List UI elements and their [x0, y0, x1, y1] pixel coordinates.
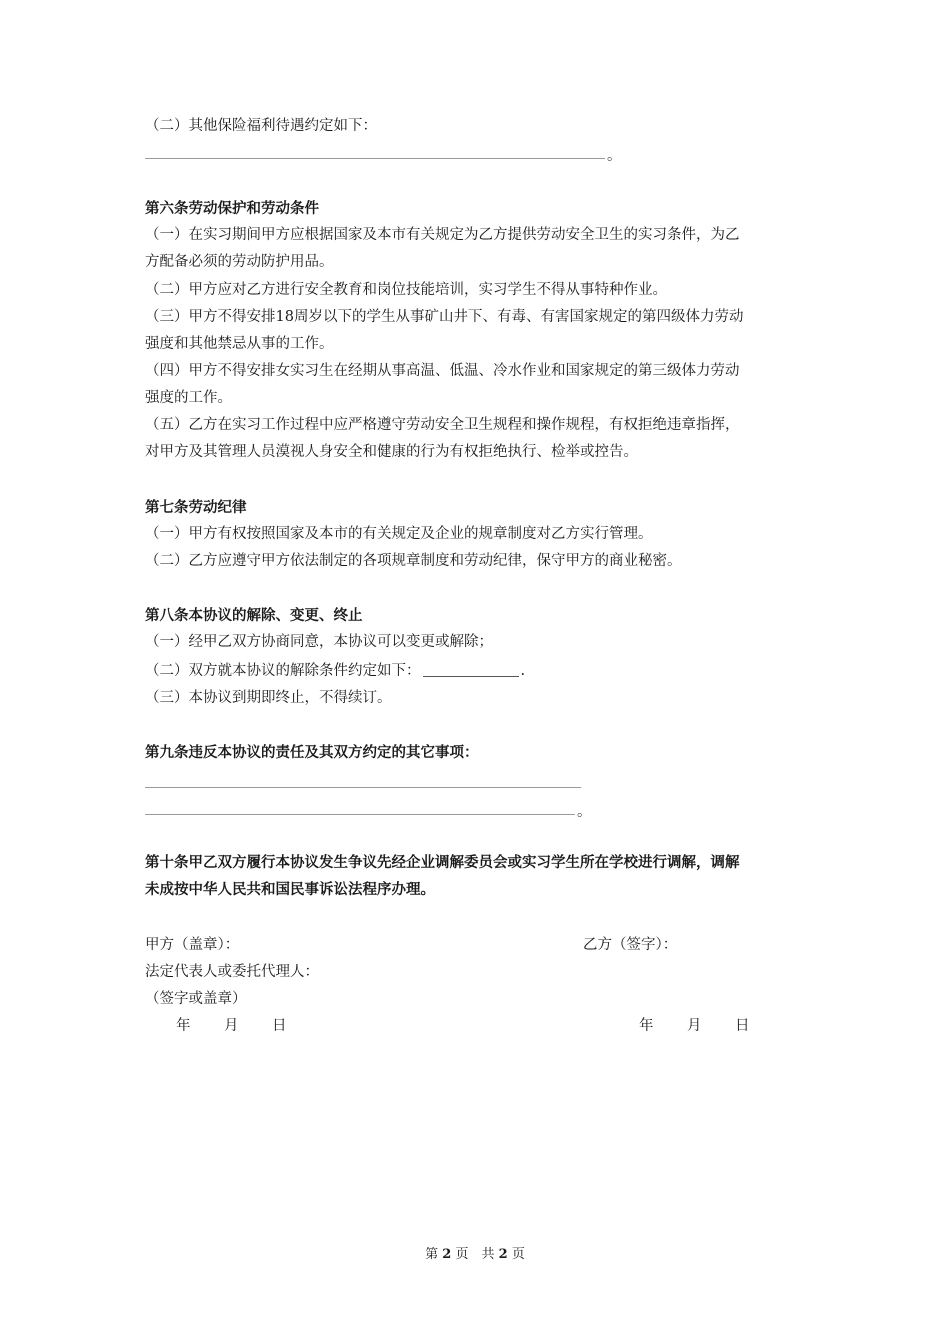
clause-10-line-a: 第十条甲乙双方履行本协议发生争议先经企业调解委员会或实习学生所在学校进行调解，调解	[145, 854, 740, 871]
footer-total-pages: 2	[498, 1247, 508, 1262]
clause-6-item-4b: 强度的工作。	[145, 390, 232, 406]
sign-or-seal-label: （签字或盖章）	[145, 991, 247, 1007]
party-a-year: 年	[176, 1018, 191, 1034]
party-b-sign-label: 乙方（签字）：	[583, 937, 678, 953]
footer-mid: 页 共	[455, 1247, 495, 1262]
party-a-day: 日	[272, 1018, 287, 1034]
clause-6-item-1a: （一）在实习期间甲方应根据国家及本市有关规定为乙方提供劳动安全卫生的实习条件，为乙	[145, 227, 740, 243]
clause-6-item-3a: （三）甲方不得安排18周岁以下的学生从事矿山井下、有毒、有害国家规定的第四级体力劳动	[145, 309, 744, 325]
clause-8-item-1: （一）经甲乙双方协商同意，本协议可以变更或解除；	[145, 634, 493, 650]
footer-suffix: 页	[511, 1247, 525, 1262]
fill-line-liability-2	[145, 814, 575, 815]
party-a-month: 月	[224, 1018, 239, 1034]
clause-6-item-5a: （五）乙方在实习工作过程中应严格遵守劳动安全卫生规程和操作规程，有权拒绝违章指挥，	[145, 417, 740, 433]
fill-blank-termination	[423, 662, 519, 677]
clause-6-item-1b: 方配备必须的劳动防护用品。	[145, 254, 334, 270]
clause-7-item-2: （二）乙方应遵守甲方依法制定的各项规章制度和劳动纪律，保守甲方的商业秘密。	[145, 553, 682, 569]
clause-6-title: 第六条劳动保护和劳动条件	[145, 200, 319, 217]
party-b-year: 年	[639, 1018, 654, 1034]
clause-8-item-2-text: （二）双方就本协议的解除条件约定如下：	[145, 663, 421, 679]
period-mark-2: 。	[577, 804, 592, 820]
clause-7-title: 第七条劳动纪律	[145, 499, 247, 516]
clause-8-item-3: （三）本协议到期即终止，不得续订。	[145, 690, 392, 706]
page-footer	[0, 1243, 950, 1262]
clause-9-title: 第九条违反本协议的责任及其双方约定的其它事项：	[145, 744, 479, 761]
clause-5-item-2: （二）其他保险福利待遇约定如下：	[145, 118, 377, 134]
clause-8-item-2	[145, 661, 525, 681]
footer-prefix: 第	[425, 1247, 439, 1262]
dot-mark: .	[520, 663, 526, 679]
clause-10-line-b: 未成按中华人民共和国民事诉讼法程序办理。	[145, 881, 435, 898]
clause-7-item-1: （一）甲方有权按照国家及本市的有关规定及企业的规章制度对乙方实行管理。	[145, 526, 653, 542]
clause-6-item-5b: 对甲方及其管理人员漠视人身安全和健康的行为有权拒绝执行、检举或控告。	[145, 444, 638, 460]
footer-page-number: 2	[442, 1247, 452, 1262]
clause-6-item-4a: （四）甲方不得安排女实习生在经期从事高温、低温、冷水作业和国家规定的第三级体力劳动	[145, 363, 740, 379]
clause-8-title: 第八条本协议的解除、变更、终止	[145, 607, 363, 624]
period-mark: 。	[607, 148, 622, 164]
legal-representative-label: 法定代表人或委托代理人：	[145, 964, 319, 980]
clause-6-item-2: （二）甲方应对乙方进行安全教育和岗位技能培训，实习学生不得从事特种作业。	[145, 282, 667, 298]
fill-line-liability-1	[145, 787, 581, 788]
clause-6-item-3b: 强度和其他禁忌从事的工作。	[145, 336, 334, 352]
fill-line-benefits	[145, 158, 605, 159]
party-b-day: 日	[735, 1018, 750, 1034]
party-b-month: 月	[687, 1018, 702, 1034]
party-a-seal-label: 甲方（盖章）：	[145, 937, 240, 953]
